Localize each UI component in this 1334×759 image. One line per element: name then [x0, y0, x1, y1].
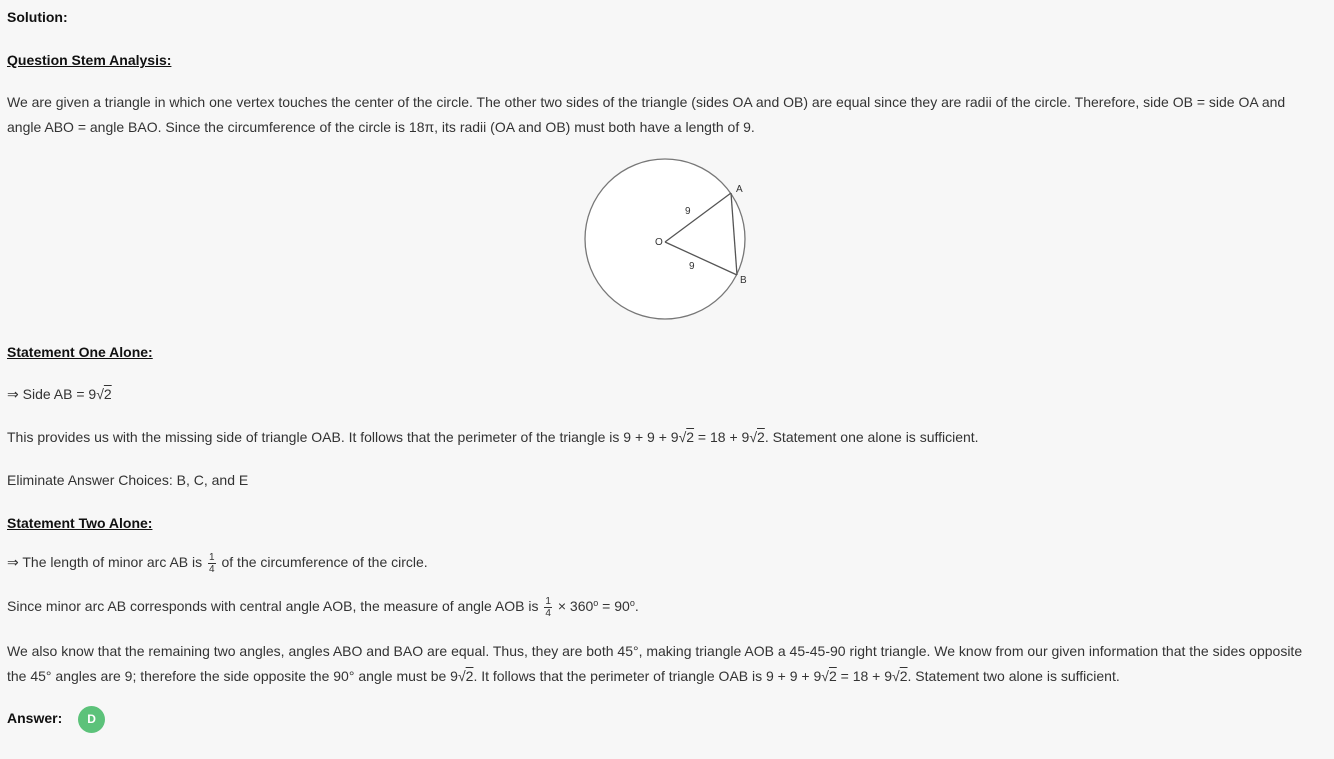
statement-two-angle: Since minor arc AB corresponds with central angle AOB, the measure of angle AOB is $\frac{1}{4}$ × $360^o = 90^o$. [7, 596, 639, 619]
answer-badge: D [78, 706, 105, 733]
statement-one-heading: Statement One Alone: [7, 344, 153, 360]
sqrt-expression: √2 [96, 386, 112, 402]
statement-two-paragraph: We also know that the remaining two angles, angles ABO and BAO are equal. Thus, they are both 45°, making triangle AOB a 45-45-90 right triangle. We know from our given information that the sides opposite the 45° angles are 9; therefore the side opposite the 90° angle must be 9√2. It follows that the perimeter of triangle OAB is 9 + 9 + 9√2 = 18 + 9√2. Statement two alone is sufficient. [7, 643, 1303, 684]
statement-two-heading: Statement Two Alone: [7, 515, 153, 531]
statement-one-text: Side AB = 9 [22, 386, 97, 402]
vertex-b-label: B [740, 275, 747, 286]
fraction: $\frac{1}{4}$ [209, 552, 215, 575]
circle [585, 159, 745, 319]
stem-heading: Question Stem Analysis: [7, 52, 172, 68]
oa-length-label: 9 [685, 206, 691, 217]
circle-triangle-diagram [583, 155, 758, 327]
vertex-a-label: A [736, 184, 743, 195]
eliminate-choices: Eliminate Answer Choices: B, C, and E [7, 472, 249, 488]
answer-label: Answer: [7, 710, 63, 727]
ob-length-label: 9 [689, 261, 695, 272]
vertex-o-label: O [655, 237, 663, 248]
solution-label: Solution: [7, 9, 68, 25]
statement-one-paragraph: This provides us with the missing side of triangle OAB. It follows that the perimeter of the triangle is 9 + 9 + 9√2 = 18 + 9√2. Statement one alone is sufficient. [7, 429, 979, 445]
fraction: $\frac{1}{4}$ [545, 596, 551, 619]
implies-arrow: ⇒ [7, 386, 19, 402]
statement-one-given [7, 386, 1322, 403]
stem-paragraph: We are given a triangle in which one vertex touches the center of the circle. The other two sides of the triangle (sides OA and OB) are equal since they are radii of the circle. Therefore, side OB = side OA and angle ABO = angle BAO. Since the circumference of the circle is 18π, its radii (OA and OB) must both have a length of 9. [7, 94, 1286, 135]
statement-two-given: ⇒ The length of minor arc AB is $\frac{1}{4}$ of the circumference of the circle. [7, 552, 428, 575]
answer-row [7, 706, 1322, 733]
implies-arrow: ⇒ [7, 554, 19, 571]
